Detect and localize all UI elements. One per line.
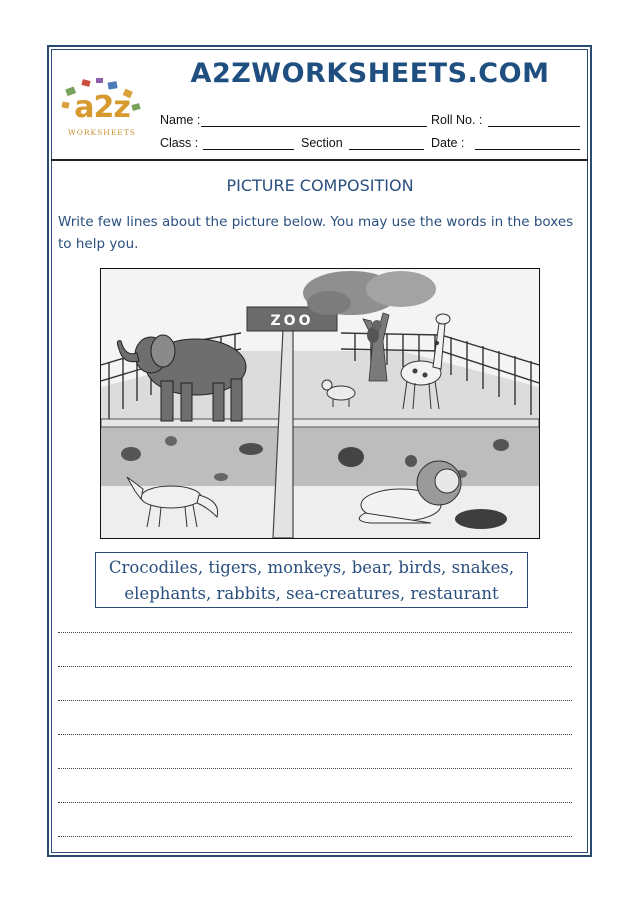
instructions-text: Write few lines about the picture below. You may use the words in the boxes to help you. [58,214,574,252]
class-blank[interactable] [203,149,294,150]
site-title: A2ZWORKSHEETS.COM [190,58,550,89]
logo-subtext: WORKSHEETS [68,128,136,137]
worksheet-title: PICTURE COMPOSITION [226,176,414,195]
section-label: Section [301,136,343,150]
writing-line[interactable] [58,700,572,701]
logo-letters: a2z [74,90,130,125]
word-hint-line-2: elephants, rabbits, sea-creatures, restaurant [124,584,499,603]
date-label: Date : [431,136,465,150]
zoo-illustration [101,269,539,538]
zoo-sign-text: ZOO [270,313,314,329]
word-hint-box [95,552,528,608]
class-label: Class : [160,136,199,150]
name-label: Name : [160,113,201,127]
writing-line[interactable] [58,632,572,633]
writing-line[interactable] [58,836,572,837]
date-blank[interactable] [475,149,580,150]
header-separator [51,159,588,161]
a2z-logo [60,78,144,142]
roll-no-label: Roll No. : [431,113,483,127]
name-blank[interactable] [201,126,427,127]
writing-line[interactable] [58,734,572,735]
section-blank[interactable] [349,149,424,150]
zoo-picture [100,268,540,539]
roll-no-blank[interactable] [488,126,580,127]
word-hint-line-1: Crocodiles, tigers, monkeys, bear, birds, snakes, [108,558,515,577]
writing-line[interactable] [58,666,572,667]
writing-line[interactable] [58,802,572,803]
writing-line[interactable] [58,768,572,769]
